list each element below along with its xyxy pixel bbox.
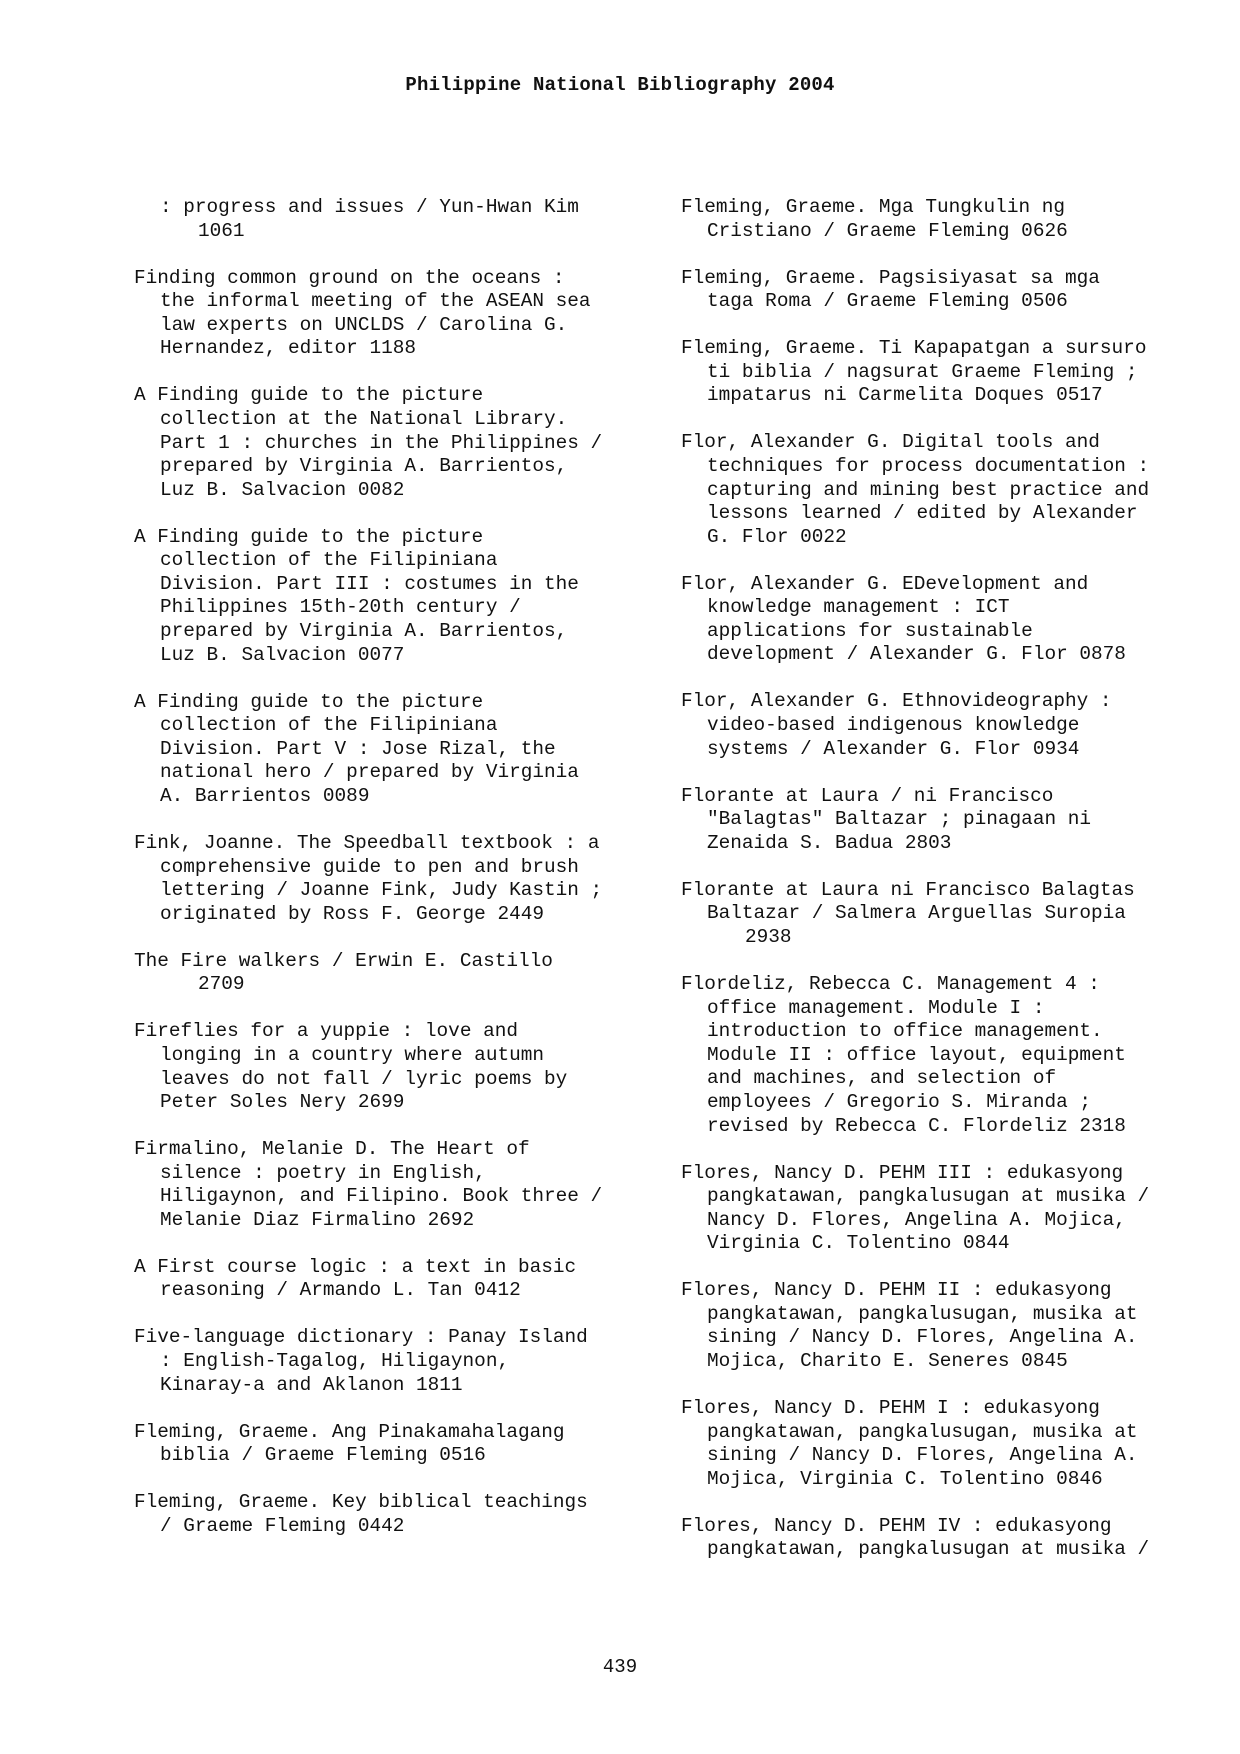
- entry-line: A First course logic : a text in basic: [134, 1255, 577, 1278]
- bibliography-entry: [681, 690, 1221, 761]
- entry-line: Melanie Diaz Firmalino 2692: [160, 1208, 475, 1231]
- entry-line: Luz B. Salvacion 0082: [160, 478, 405, 501]
- entry-line: : English-Tagalog, Hiligaynon,: [160, 1350, 510, 1373]
- entry-line: national hero / prepared by Virginia: [160, 761, 579, 784]
- entry-line: office management. Module I :: [707, 996, 1045, 1019]
- entry-line: introduction to office management.: [707, 1020, 1103, 1043]
- bibliography-entry: [134, 1138, 654, 1232]
- entry-line: Philippines 15th-20th century /: [160, 596, 521, 619]
- bibliography-entry: [681, 337, 1221, 408]
- entry-line: Fleming, Graeme. Mga Tungkulin ng: [681, 196, 1065, 218]
- entry-line: video-based indigenous knowledge: [707, 714, 1080, 737]
- entry-line: Cristiano / Graeme Fleming 0626: [707, 219, 1068, 242]
- entry-line: pangkatawan, pangkalusugan, musika at: [707, 1302, 1138, 1325]
- entry-line: Flores, Nancy D. PEHM IV : edukasyong: [681, 1514, 1112, 1537]
- entry-line: Luz B. Salvacion 0077: [160, 643, 405, 666]
- entry-line: silence : poetry in English,: [160, 1161, 486, 1184]
- entry-line: Division. Part V : Jose Rizal, the: [160, 737, 556, 760]
- entry-line: 1061: [198, 219, 245, 242]
- bibliography-entry: [681, 785, 1221, 856]
- bibliography-entry: [681, 973, 1221, 1138]
- entry-line: lessons learned / edited by Alexander: [707, 502, 1138, 525]
- entry-line: / Graeme Fleming 0442: [160, 1514, 405, 1537]
- entry-line: Fleming, Graeme. Pagsisiyasat sa mga: [681, 266, 1100, 289]
- entry-line: employees / Gregorio S. Miranda ;: [707, 1090, 1091, 1113]
- entry-line: Flores, Nancy D. PEHM II : edukasyong: [681, 1279, 1112, 1302]
- entry-line: Flor, Alexander G. Ethnovideography :: [681, 690, 1112, 713]
- entry-line: prepared by Virginia A. Barrientos,: [160, 620, 568, 643]
- entry-line: Flores, Nancy D. PEHM I : edukasyong: [681, 1397, 1100, 1420]
- entry-line: Hernandez, editor 1188: [160, 337, 416, 360]
- entry-line: 2709: [198, 973, 245, 996]
- entry-line: impatarus ni Carmelita Doques 0517: [707, 384, 1103, 407]
- entry-line: taga Roma / Graeme Fleming 0506: [707, 290, 1068, 313]
- entry-line: Baltazar / Salmera Arguellas Suropia: [707, 902, 1126, 925]
- entry-line: law experts on UNCLDS / Carolina G.: [160, 313, 568, 336]
- bibliography-entry: [681, 431, 1221, 549]
- entry-line: "Balagtas" Baltazar ; pinagaan ni: [707, 808, 1091, 831]
- entry-line: Flor, Alexander G. Digital tools and: [681, 431, 1100, 454]
- entry-line: Part 1 : churches in the Philippines /: [160, 431, 603, 454]
- entry-line: Flordeliz, Rebecca C. Management 4 :: [681, 972, 1100, 995]
- entry-line: sining / Nancy D. Flores, Angelina A.: [707, 1444, 1138, 1467]
- entry-line: applications for sustainable: [707, 619, 1033, 642]
- entry-line: knowledge management : ICT: [707, 596, 1010, 619]
- entry-line: systems / Alexander G. Flor 0934: [707, 737, 1080, 760]
- entry-line: originated by Ross F. George 2449: [160, 902, 544, 925]
- entry-line: Finding common ground on the oceans :: [134, 266, 565, 289]
- entry-line: prepared by Virginia A. Barrientos,: [160, 455, 568, 478]
- entry-line: reasoning / Armando L. Tan 0412: [160, 1279, 521, 1302]
- entry-line: G. Flor 0022: [707, 525, 847, 548]
- entry-line: Flores, Nancy D. PEHM III : edukasyong: [681, 1161, 1124, 1184]
- entry-line: Division. Part III : costumes in the: [160, 572, 579, 595]
- page-number: 439: [602, 1656, 638, 1678]
- entry-line: collection of the Filipiniana: [160, 549, 498, 572]
- entry-line: Fireflies for a yuppie : love and: [134, 1020, 518, 1043]
- entry-line: collection at the National Library.: [160, 407, 568, 430]
- entry-line: Flor, Alexander G. EDevelopment and: [681, 572, 1089, 595]
- page-title: Philippine National Bibliography 2004: [405, 74, 835, 96]
- entry-line: techniques for process documentation :: [707, 454, 1150, 477]
- entry-line: Florante at Laura / ni Francisco: [681, 784, 1054, 807]
- entry-line: pangkatawan, pangkalusugan, musika at: [707, 1420, 1138, 1443]
- entry-line: Fleming, Graeme. Ti Kapapatgan a sursuro: [681, 337, 1147, 360]
- bibliography-entry: [134, 832, 654, 926]
- entry-line: A Finding guide to the picture: [134, 384, 484, 407]
- entry-line: development / Alexander G. Flor 0878: [707, 643, 1126, 666]
- entry-line: pangkatawan, pangkalusugan at musika /: [707, 1538, 1150, 1561]
- entry-line: Nancy D. Flores, Angelina A. Mojica,: [707, 1208, 1126, 1231]
- entry-line: A Finding guide to the picture: [134, 690, 484, 713]
- entry-line: pangkatawan, pangkalusugan at musika /: [707, 1185, 1150, 1208]
- entry-line: Fink, Joanne. The Speedball textbook : a: [134, 832, 600, 855]
- bibliography-entry: [134, 1256, 654, 1303]
- entry-line: capturing and mining best practice and: [707, 478, 1150, 501]
- entry-line: The Fire walkers / Erwin E. Castillo: [134, 949, 553, 972]
- entry-line: Mojica, Virginia C. Tolentino 0846: [707, 1467, 1103, 1490]
- entry-line: Florante at Laura ni Francisco Balagtas: [681, 878, 1135, 901]
- entry-line: collection of the Filipiniana: [160, 714, 498, 737]
- entry-line: A Finding guide to the picture: [134, 525, 484, 548]
- bibliography-entry: [134, 1491, 654, 1538]
- entry-line: the informal meeting of the ASEAN sea: [160, 290, 591, 313]
- entry-line: biblia / Graeme Fleming 0516: [160, 1444, 486, 1467]
- entry-line: longing in a country where autumn: [160, 1043, 544, 1066]
- bibliography-entry: [681, 267, 1221, 314]
- entry-line: Virginia C. Tolentino 0844: [707, 1232, 1010, 1255]
- entry-line: Five-language dictionary : Panay Island: [134, 1326, 588, 1349]
- entry-line: Peter Soles Nery 2699: [160, 1091, 405, 1114]
- bibliography-entry: [681, 196, 1221, 243]
- entry-line: Kinaray-a and Aklanon 1811: [160, 1373, 463, 1396]
- bibliography-entry: [134, 1421, 654, 1468]
- bibliography-entry: [134, 384, 654, 502]
- bibliography-entry: [681, 1279, 1221, 1373]
- bibliography-entry: [134, 950, 654, 997]
- bibliography-entry: [681, 879, 1221, 950]
- entry-line: ti biblia / nagsurat Graeme Fleming ;: [707, 360, 1138, 383]
- bibliography-entry: [681, 1162, 1221, 1256]
- bibliography-entry: [134, 267, 654, 361]
- entry-line: sining / Nancy D. Flores, Angelina A.: [707, 1326, 1138, 1349]
- bibliography-entry: [681, 1397, 1221, 1491]
- entry-line: Firmalino, Melanie D. The Heart of: [134, 1138, 530, 1161]
- entry-line: Hiligaynon, and Filipino. Book three /: [160, 1185, 603, 1208]
- bibliography-entry: [134, 196, 654, 243]
- entry-line: leaves do not fall / lyric poems by: [160, 1067, 568, 1090]
- entry-line: Mojica, Charito E. Seneres 0845: [707, 1350, 1068, 1373]
- entry-line: A. Barrientos 0089: [160, 785, 370, 808]
- entry-line: revised by Rebecca C. Flordeliz 2318: [707, 1114, 1126, 1137]
- bibliography-column-left: [134, 196, 654, 1562]
- entry-line: Module II : office layout, equipment: [707, 1043, 1126, 1066]
- entry-line: lettering / Joanne Fink, Judy Kastin ;: [160, 879, 603, 902]
- bibliography-entry: [681, 573, 1221, 667]
- entry-line: and machines, and selection of: [707, 1067, 1057, 1090]
- entry-line: Fleming, Graeme. Ang Pinakamahalagang: [134, 1420, 565, 1443]
- entry-line: Fleming, Graeme. Key biblical teachings: [134, 1491, 588, 1514]
- bibliography-entry: [134, 1326, 654, 1397]
- bibliography-entry: [134, 1020, 654, 1114]
- bibliography-entry: [134, 691, 654, 809]
- entry-line: comprehensive guide to pen and brush: [160, 855, 579, 878]
- entry-line: : progress and issues / Yun-Hwan Kim: [160, 196, 579, 218]
- bibliography-entry: [681, 1515, 1221, 1562]
- entry-line: 2938: [745, 925, 792, 948]
- bibliography-column-right: [681, 196, 1221, 1585]
- bibliography-entry: [134, 526, 654, 668]
- entry-line: Zenaida S. Badua 2803: [707, 831, 952, 854]
